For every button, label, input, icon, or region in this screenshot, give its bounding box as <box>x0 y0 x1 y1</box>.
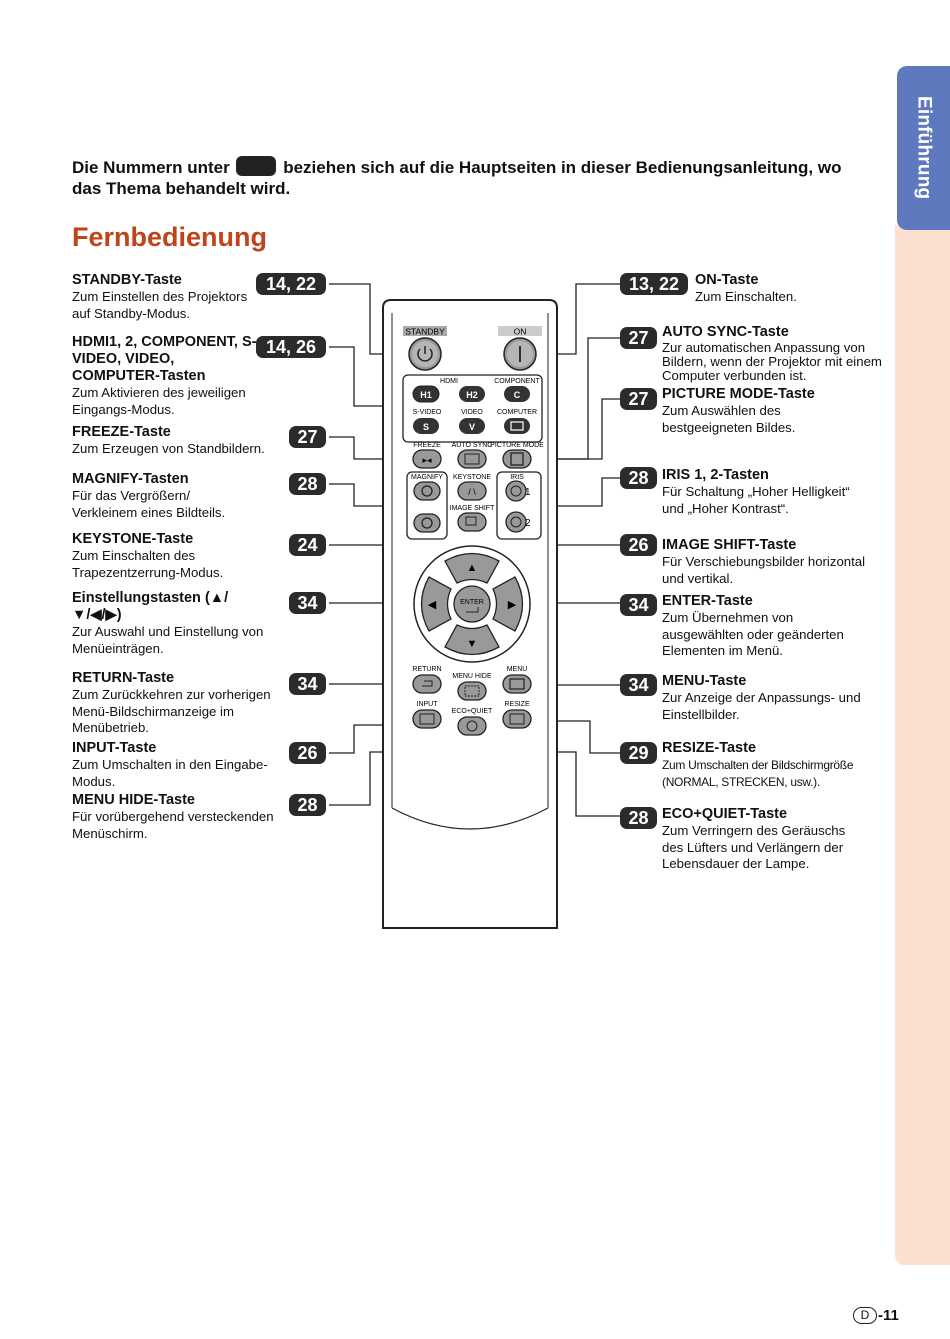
return-button[interactable] <box>413 675 441 693</box>
svg-text:H1: H1 <box>420 390 432 400</box>
menu-button[interactable] <box>503 675 531 693</box>
svg-text:2: 2 <box>525 518 531 529</box>
label-ecoquiet: ECO+QUIET-Taste Zum Verringern des Geräuschs des Lüfters und Verlängern der Lebensdauer der Lampe. <box>662 806 846 871</box>
resize-button[interactable] <box>503 710 531 728</box>
ecoquiet-button[interactable] <box>458 717 486 735</box>
iris2-button[interactable] <box>506 512 526 532</box>
svg-text:S: S <box>422 422 430 432</box>
label-keystone: KEYSTONE-Taste Zum Einschalten des Trapezentzerrung-Modus. <box>72 531 224 580</box>
page-badge-standby: 14, 22 <box>256 273 326 295</box>
label-freeze: FREEZE-Taste Zum Erzeugen von Standbildern. <box>72 424 265 456</box>
page-badge-autosync: 27 <box>620 327 657 349</box>
label-adjust: Einstellungstasten (▲/▼/◀/▶) Zur Auswahl und Einstellung von Menüeinträgen. <box>72 590 264 656</box>
page-title: Fernbedienung <box>72 222 267 252</box>
freeze-label: FREEZE <box>413 442 441 449</box>
label-input: INPUT-Taste Zum Umschalten in den Eingabe-Modus. <box>72 740 268 789</box>
page-badge-iris: 28 <box>620 467 657 489</box>
page-badge-picturemode: 27 <box>620 388 657 410</box>
page-badge-menuhide: 28 <box>289 794 326 816</box>
page-number <box>853 1307 899 1324</box>
svg-text:▲: ▲ <box>466 562 478 574</box>
label-imageshift: IMAGE SHIFT-Taste Für Verschiebungsbilder horizontal und vertikal. <box>662 537 866 586</box>
on-label: ON <box>513 326 527 337</box>
svg-text:▶: ▶ <box>507 599 517 611</box>
page-badge-magnify: 28 <box>289 473 326 495</box>
resize-label: RESIZE <box>504 701 530 708</box>
svg-text:◀: ◀ <box>427 599 437 611</box>
label-menu: MENU-Taste Zur Anzeige der Anpassungs- und Einstellbilder. <box>662 673 861 722</box>
page-badge-hdmi: 14, 26 <box>256 336 326 358</box>
enter-label: ENTER <box>460 599 484 606</box>
svg-text:/ \: / \ <box>468 487 476 497</box>
autosync-button[interactable] <box>458 450 486 468</box>
keystone-label: KEYSTONE <box>453 474 491 481</box>
iris1-button[interactable] <box>506 481 526 501</box>
label-hdmi: HDMI1, 2, COMPONENT, S-VIDEO, VIDEO, COMPUTER-Tasten Zum Aktivieren des jeweiligen Eingangs-Modus. <box>72 334 257 417</box>
magnify-plus-button[interactable] <box>414 482 440 500</box>
label-picturemode: PICTURE MODE-Taste Zum Auswählen des bestgeeigneten Bildes. <box>662 386 815 435</box>
video-label: VIDEO <box>461 409 483 416</box>
label-menuhide: MENU HIDE-Taste Für vorübergehend versteckenden Menüschirm. <box>72 792 274 841</box>
page-badge-input: 26 <box>289 742 326 764</box>
label-on: ON-Taste Zum Einschalten. <box>695 272 797 304</box>
page-badge-return: 34 <box>289 673 326 695</box>
menu-label: MENU <box>506 666 528 673</box>
standby-label: STANDBY <box>405 326 445 337</box>
page-badge-imageshift: 26 <box>620 534 657 556</box>
imageshift-button[interactable] <box>458 513 486 531</box>
magnify-minus-button[interactable] <box>414 514 440 532</box>
label-resize: RESIZE-Taste Zum Umschalten der Bildschirmgröße (NORMAL, STRECKEN, usw.). <box>662 740 854 789</box>
page-badge-adjust: 34 <box>289 592 326 614</box>
picturemode-label: PICTURE MODE <box>490 442 544 449</box>
svg-text:C: C <box>513 390 521 400</box>
svg-text:V: V <box>468 422 476 432</box>
magnify-label: MAGNIFY <box>411 474 443 481</box>
svg-text:H2: H2 <box>466 390 478 400</box>
label-autosync: AUTO SYNC-Taste Zur automatischen Anpassung von Bildern, wenn der Projektor mit einem Computer verbunden ist. <box>662 324 882 383</box>
iris-label: IRIS <box>510 474 524 481</box>
page-number-text: -11 <box>878 1307 899 1324</box>
return-label: RETURN <box>412 666 442 673</box>
language-badge: D <box>853 1307 877 1324</box>
imageshift-label: IMAGE SHIFT <box>449 505 495 512</box>
page-badge-keystone: 24 <box>289 534 326 556</box>
page-badge-freeze: 27 <box>289 426 326 448</box>
label-iris: IRIS 1, 2-Tasten Für Schaltung „Hoher Helligkeit“ und „Hoher Kontrast“. <box>662 467 850 516</box>
autosync-label: AUTO SYNC <box>451 442 493 449</box>
ecoquiet-label: ECO+QUIET <box>451 708 493 715</box>
intro-part2: beziehen sich auf die Hauptseiten in dieser Bedienungsanleitung, wo das Thema behandelt wird. <box>72 158 842 198</box>
computer-button[interactable] <box>504 418 530 434</box>
component-label: COMPONENT <box>494 378 540 385</box>
input-label: INPUT <box>416 701 438 708</box>
label-return: RETURN-Taste Zum Zurückkehren zur vorherigen Menü-Bildschirmanzeige im Menübetrieb. <box>72 670 271 735</box>
section-tab-label: Einführung <box>913 96 935 200</box>
menuhide-label: MENU HIDE <box>452 673 492 680</box>
menuhide-button[interactable] <box>458 682 486 700</box>
label-standby: STANDBY-Taste Zum Einstellen des Projektors auf Standby-Modus. <box>72 272 248 321</box>
page-badge-on: 13, 22 <box>620 273 688 295</box>
page-badge-enter: 34 <box>620 594 657 616</box>
input-button[interactable] <box>413 710 441 728</box>
label-magnify: MAGNIFY-Tasten Für das Vergrößern/ Verkleinem eines Bildteils. <box>72 471 226 520</box>
intro-part1: Die Nummern unter <box>72 158 230 177</box>
computer-label: COMPUTER <box>496 409 538 416</box>
page-badge-ecoquiet: 28 <box>620 807 657 829</box>
svg-text:▼: ▼ <box>466 638 478 650</box>
page-badge-menu: 34 <box>620 674 657 696</box>
hdmi-label: HDMI <box>440 378 458 385</box>
svg-text:1: 1 <box>525 487 531 498</box>
remote-control <box>383 300 557 928</box>
label-enter: ENTER-Taste Zum Übernehmen von ausgewählten oder geänderten Elementen im Menü. <box>662 593 844 658</box>
page-badge-resize: 29 <box>620 742 657 764</box>
svg-text:▸◂: ▸◂ <box>422 455 432 465</box>
svideo-label: S-VIDEO <box>412 409 442 416</box>
